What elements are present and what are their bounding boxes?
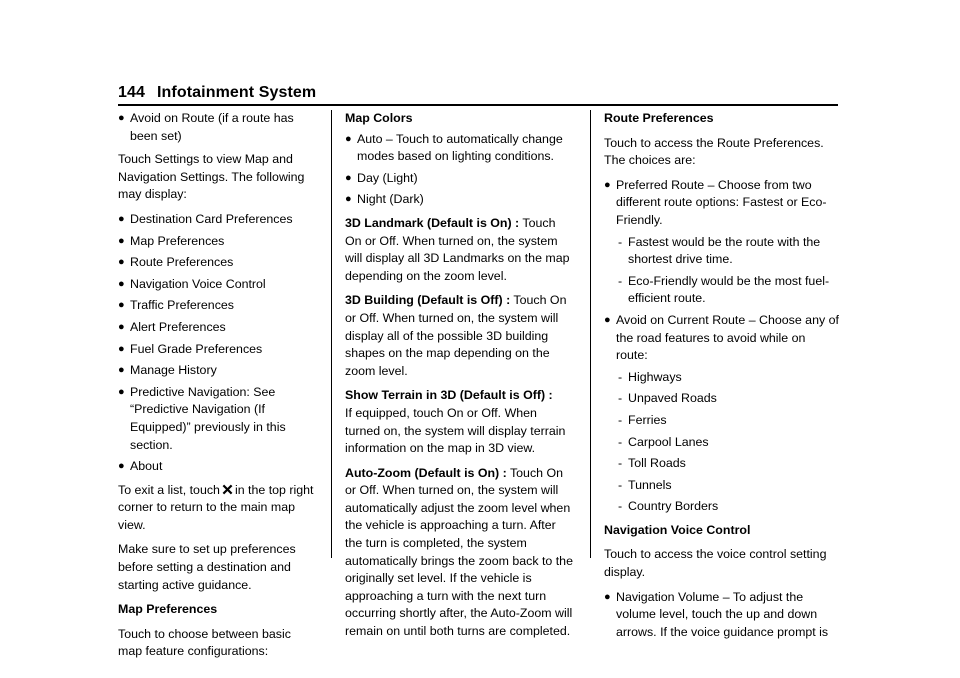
- sub-list-item: - Ferries: [604, 412, 839, 430]
- dash-icon: -: [618, 434, 623, 449]
- paragraph: Auto-Zoom (Default is On) : Touch On or Off. When turned on, the system will automatically adjust the zoom level when the vehicle is approaching a turn. After the turn is completed, the system automatically brings the zoom back to the originally set level. If the vehicle is approaching a turn with the next turn occurring shortly after, the Auto-Zoom will remain on until both turns are completed.: [345, 465, 573, 639]
- sub-list-item: - Toll Roads: [604, 455, 839, 473]
- list-item: ● Fuel Grade Preferences: [118, 341, 314, 359]
- sub-list-item: - Country Borders: [604, 498, 839, 516]
- list-item: ● Route Preferences: [118, 254, 314, 272]
- bullet-icon: ●: [604, 313, 611, 326]
- list-item: ● Predictive Navigation: See “Predictive Navigation (If Equipped)” previously in this section.: [118, 384, 286, 452]
- sub-list-item: - Tunnels: [604, 477, 839, 495]
- paragraph: To exit a list, touch in the top right corner to return to the main map view.: [118, 482, 314, 532]
- paragraph: Make sure to set up preferences before setting a destination and starting active guidance.: [118, 542, 296, 592]
- sub-list-item: - Eco-Friendly would be the most fuel-efficient route.: [618, 273, 830, 306]
- bullet-icon: ●: [118, 112, 125, 124]
- bullet-icon: ●: [118, 460, 125, 473]
- close-x-icon: [222, 484, 233, 495]
- subheading: Route Preferences: [604, 111, 714, 125]
- dash-icon: -: [618, 391, 623, 406]
- bullet-icon: ●: [118, 234, 125, 247]
- list-item: ● Preferred Route – Choose from two different route options: Fastest or Eco-Friendly.: [604, 177, 827, 227]
- bullet-icon: ●: [604, 590, 611, 603]
- list-item: ● Traffic Preferences: [118, 297, 314, 315]
- dash-icon: -: [618, 456, 623, 471]
- paragraph: 3D Landmark (Default is On) : Touch On or Off. When turned on, the system will display all 3D Landmarks on the map depending on the zoom level.: [345, 215, 570, 283]
- list-item: ● About: [118, 458, 314, 476]
- sub-list-item: - Highways: [604, 369, 839, 387]
- page-header: [118, 84, 316, 102]
- bullet-icon: ●: [118, 342, 125, 355]
- bullet-icon: ●: [118, 212, 125, 225]
- sub-list-item: - Unpaved Roads: [604, 390, 839, 408]
- list-item: ● Manage History: [118, 362, 314, 380]
- bullet-icon: ●: [118, 256, 125, 269]
- column-divider: [590, 110, 591, 558]
- paragraph: Touch to choose between basic map feature configurations:: [118, 626, 291, 659]
- sub-list-item: - Carpool Lanes: [604, 434, 839, 452]
- column-2: [345, 110, 575, 648]
- list-item: ● Alert Preferences: [118, 319, 314, 337]
- bullet-icon: ●: [345, 171, 352, 184]
- dash-icon: -: [618, 273, 623, 288]
- bullet-icon: ●: [118, 364, 125, 377]
- column-divider: [331, 110, 332, 558]
- list-item: ● Map Preferences: [118, 233, 314, 251]
- subheading: Navigation Voice Control: [604, 522, 751, 537]
- bullet-icon: ●: [345, 132, 352, 145]
- column-1: [118, 110, 314, 668]
- list-item: ● Navigation Voice Control: [118, 276, 314, 294]
- paragraph: Touch Settings to view Map and Navigation Settings. The following may display:: [118, 152, 305, 202]
- bullet-icon: ●: [118, 320, 125, 333]
- list-item: ● Night (Dark): [345, 191, 575, 209]
- dash-icon: -: [618, 234, 623, 249]
- dash-icon: -: [618, 499, 623, 514]
- list-item: ● Avoid on Current Route – Choose any of the road features to avoid while on route:: [604, 312, 839, 363]
- list-item: ● Auto – Touch to automatically change modes based on lighting conditions.: [345, 131, 563, 164]
- bullet-icon: ●: [345, 193, 352, 206]
- page-number: 144: [118, 84, 145, 101]
- bullet-icon: ●: [118, 299, 125, 312]
- column-3: [604, 110, 839, 645]
- list-item: ● Day (Light): [345, 170, 575, 188]
- sub-list-item: - Fastest would be the route with the shortest drive time.: [618, 234, 821, 267]
- subheading: Map Colors: [345, 111, 413, 125]
- section-title: Infotainment System: [157, 84, 317, 101]
- paragraph: Touch to access the voice control setting display.: [604, 547, 827, 580]
- list-item: ● Destination Card Preferences: [118, 211, 314, 229]
- bullet-icon: ●: [118, 277, 125, 290]
- dash-icon: -: [618, 369, 623, 384]
- paragraph: 3D Building (Default is Off) : Touch On or Off. When turned on, the system will display all of the possible 3D building shapes on the map depending on the zoom level.: [345, 293, 567, 378]
- list-item: ● Navigation Volume – To adjust the volume level, touch the up and down arrows. If the voice guidance prompt is: [604, 589, 829, 639]
- paragraph: Show Terrain in 3D (Default is Off) : If equipped, touch On or Off. When turned on, the system will display terrain information on the map in 3D view.: [345, 388, 566, 456]
- bullet-item: ● Avoid on Route (if a route has been set): [118, 111, 294, 143]
- paragraph: Touch to access the Route Preferences. The choices are:: [604, 135, 824, 168]
- dash-icon: -: [618, 412, 623, 427]
- settings-list: [118, 211, 314, 476]
- header-rule: [118, 104, 838, 106]
- bullet-icon: ●: [604, 178, 611, 191]
- subheading: Map Preferences: [118, 602, 218, 617]
- dash-icon: -: [618, 477, 623, 492]
- bullet-icon: ●: [118, 385, 125, 398]
